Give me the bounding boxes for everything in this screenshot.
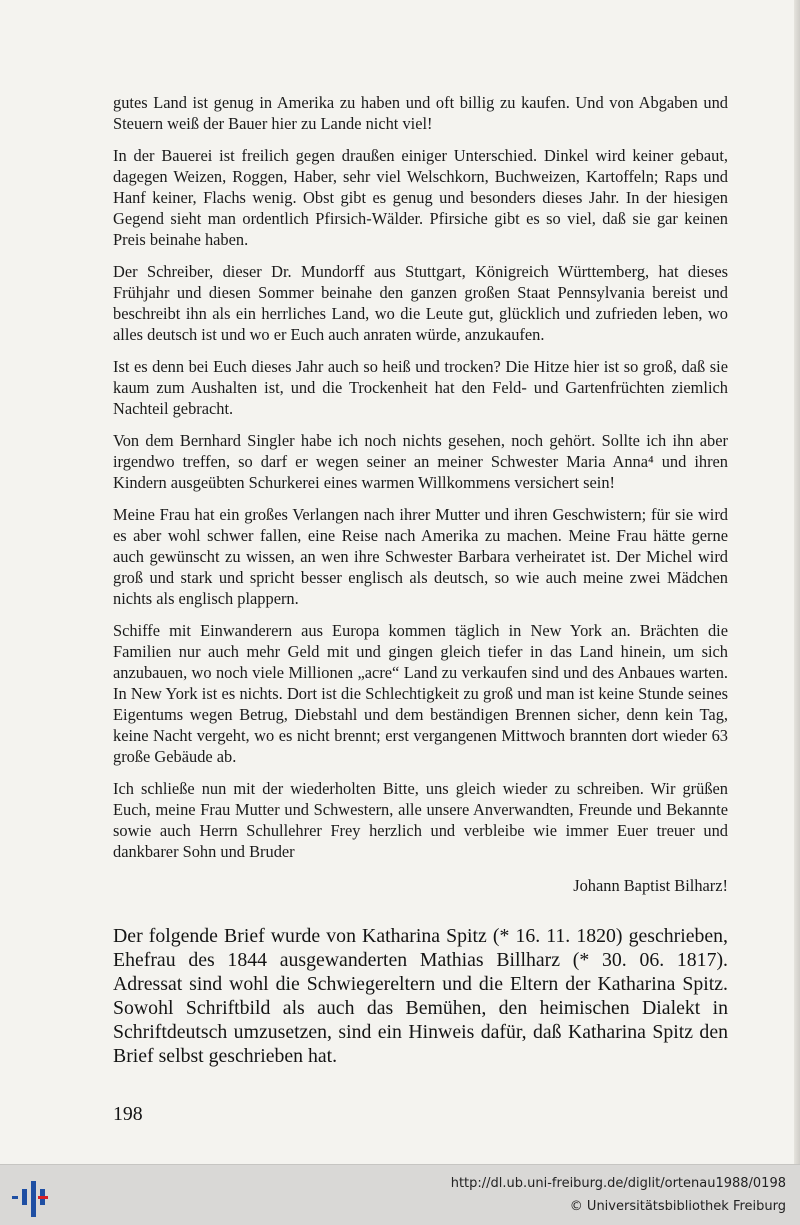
letter-paragraph: gutes Land ist genug in Amerika zu haben und oft billig zu kaufen. Und von Abgaben und Steuern weiß der Bauer hier zu Lande nicht viel! <box>113 93 728 133</box>
footer-bar <box>0 1164 800 1225</box>
page-number: 198 <box>113 1103 143 1125</box>
ub-freiburg-logo-icon[interactable] <box>8 1177 52 1217</box>
letter-paragraph: Von dem Bernhard Singler habe ich noch nichts gesehen, noch gehört. Sollte ich ihn aber irgendwo treffen, so darf er wegen seiner an meiner Schwester Maria Anna⁴ und ihren Kindern ausgeübten Schurkerei eines warmen Willkommens versichert sein! <box>113 431 728 492</box>
letter-paragraph: Der Schreiber, dieser Dr. Mundorff aus Stuttgart, Königreich Württemberg, hat dieses Frühjahr und diesen Sommer beinahe den ganzen großen Staat Pennsylvania bereist und beschreibt ihn als ein herrliches Land, wo die Leute gut, glücklich und zufrieden leben, wo alles deutsch ist und wo er Euch auch anraten würde, anzukaufen. <box>113 262 728 344</box>
footer-copyright: © Universitätsbibliothek Freiburg <box>569 1199 786 1214</box>
footer-url-link[interactable]: http://dl.ub.uni-freiburg.de/diglit/ortenau1988/0198 <box>450 1176 786 1191</box>
letter-signature: Johann Baptist Bilharz! <box>573 876 728 895</box>
letter-paragraph: Ich schließe nun mit der wiederholten Bitte, uns gleich wieder zu schreiben. Wir grüßen Euch, meine Frau Mutter und Schwestern, alle unsere Anverwandten, Freunde und Bekannte sowie auch Herrn Schullehrer Frey herzlich und verbleibe wie immer Euer treuer und dankbarer Sohn und Bruder <box>113 779 728 861</box>
letter-body <box>113 92 728 896</box>
letter-paragraph: Schiffe mit Einwanderern aus Europa kommen täglich in New York an. Brächten die Familien nur auch mehr Geld mit und gingen gleich tiefer in das Land hinein, um sich anzubauen, wo noch viele Millionen „acre“ Land zu verkaufen sind und des Anbaues warten. In New York ist es nichts. Dort ist die Schlechtigkeit zu groß und man ist keine Stunde seines Eigentums wegen Betrug, Diebstahl und dem beständigen Brennen sicher, denn kein Tag, keine Nacht vergeht, wo es nicht brennt; erst vergangenen Mittwoch brannten dort wieder 63 große Gebäude ab. <box>113 621 728 766</box>
letter-paragraph: In der Bauerei ist freilich gegen draußen einiger Unterschied. Dinkel wird keiner gebaut, dagegen Weizen, Roggen, Haber, sehr viel Welschkorn, Buchweizen, Kartoffeln; Raps und Hanf keiner, Flachs wenig. Obst gibt es genug und besonders dieses Jahr. In der hiesigen Gegend sieht man ordentlich Pfirsich-Wälder. Pfirsiche gibt es so viel, daß sie gar keinen Preis beinahe haben. <box>113 146 728 249</box>
letter-paragraph: Meine Frau hat ein großes Verlangen nach ihrer Mutter und ihren Geschwistern; für sie wird es aber wohl schwer fallen, eine Reise nach Amerika zu machen. Meine Frau hätte gerne auch gewünscht zu wissen, an wen ihre Schwester Barbara verheiratet ist. Der Michel wird groß und stark und spricht besser englisch als deutsch, so wie auch meine zwei Mädchen nichts als englisch plappern. <box>113 505 728 608</box>
intro-paragraph: Der folgende Brief wurde von Katharina Spitz (* 16. 11. 1820) geschrieben, Ehefrau des 1844 ausgewanderten Mathias Billharz (* 30. 06. 1817). Adressat sind wohl die Schwiegereltern und die Eltern der Katharina Spitz. Sowohl Schriftbild als auch das Bemühen, den heimischen Dialekt in Schriftdeutsch umzusetzen, sind ein Hinweis dafür, daß Katharina Spitz den Brief selbst geschrieben hat. <box>113 925 728 1067</box>
letter-paragraph: Ist es denn bei Euch dieses Jahr auch so heiß und trocken? Die Hitze hier ist so groß, daß sie kaum zum Aushalten ist, und die Trockenheit hat den Feld- und Gartenfrüchten ziemlich Nachteil gebracht. <box>113 357 728 418</box>
